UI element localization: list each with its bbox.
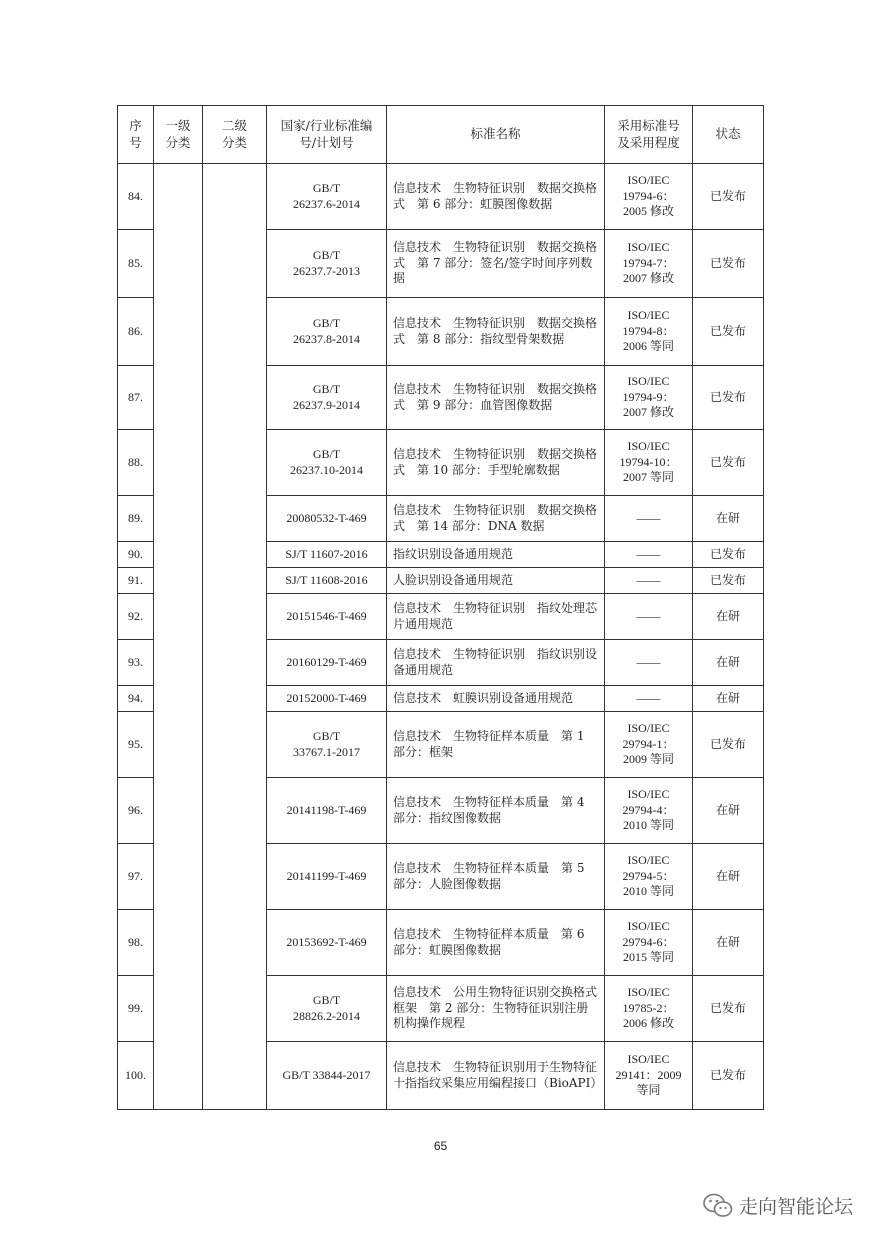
cell-code bbox=[267, 640, 387, 686]
cell-adopt-text: —— bbox=[636, 608, 661, 623]
cell-adopt bbox=[605, 910, 693, 976]
header-no: 序 号 bbox=[118, 106, 154, 164]
cell-no bbox=[118, 712, 154, 778]
cell-name-text: 信息技术 生物特征识别 数据交换格式 第 6 部分：虹膜图像数据 bbox=[393, 180, 598, 211]
cell-status-text: 已发布 bbox=[709, 389, 746, 404]
cell-no bbox=[118, 430, 154, 496]
cell-name bbox=[387, 230, 605, 298]
cell-status-text: 在研 bbox=[715, 608, 740, 623]
standards-table bbox=[117, 105, 764, 1110]
cell-status bbox=[693, 164, 764, 230]
cell-name bbox=[387, 298, 605, 366]
page-number: 65 bbox=[433, 1139, 448, 1153]
cell-status-text: 已发布 bbox=[709, 546, 746, 561]
cell-adopt bbox=[605, 430, 693, 496]
cell-status-text: 在研 bbox=[715, 510, 740, 525]
cell-code-text: GB/T 26237.8-2014 bbox=[293, 315, 360, 346]
cell-no bbox=[118, 298, 154, 366]
cell-status bbox=[693, 1042, 764, 1110]
cell-no-text: 97. bbox=[128, 868, 143, 883]
table-body bbox=[118, 164, 764, 1110]
cell-name-text: 信息技术 生物特征样本质量 第 4 部分：指纹图像数据 bbox=[393, 794, 585, 825]
cell-name bbox=[387, 778, 605, 844]
cell-status-text: 在研 bbox=[715, 802, 740, 817]
cell-no-text: 84. bbox=[128, 188, 143, 203]
cell-adopt bbox=[605, 712, 693, 778]
cell-code bbox=[267, 230, 387, 298]
cell-adopt-text: ISO/IEC 19794-6： 2005 修改 bbox=[622, 173, 675, 219]
cell-code-text: GB/T 26237.6-2014 bbox=[293, 180, 360, 211]
cell-level2 bbox=[203, 164, 267, 1110]
header-name: 标准名称 bbox=[387, 106, 605, 164]
cell-name-text: 信息技术 生物特征识别 数据交换格式 第 14 部分：DNA 数据 bbox=[393, 502, 598, 533]
cell-status-text: 在研 bbox=[715, 690, 740, 705]
cell-adopt-text: —— bbox=[636, 510, 661, 525]
cell-adopt-text: —— bbox=[636, 690, 661, 705]
cell-code bbox=[267, 712, 387, 778]
cell-no-text: 90. bbox=[128, 546, 143, 561]
cell-adopt-text: ISO/IEC 29141：2009 等同 bbox=[615, 1052, 682, 1098]
cell-no bbox=[118, 542, 154, 568]
cell-no bbox=[118, 164, 154, 230]
cell-no bbox=[118, 976, 154, 1042]
cell-code-text: 20152000-T-469 bbox=[286, 690, 367, 705]
header-status: 状态 bbox=[693, 106, 764, 164]
cell-code-text: 20151546-T-469 bbox=[286, 608, 367, 623]
cell-adopt bbox=[605, 640, 693, 686]
cell-code bbox=[267, 686, 387, 712]
cell-no-text: 99. bbox=[128, 1000, 143, 1015]
header-level2: 二级 分类 bbox=[203, 106, 267, 164]
cell-status-text: 已发布 bbox=[709, 572, 746, 587]
cell-status bbox=[693, 844, 764, 910]
cell-adopt bbox=[605, 594, 693, 640]
cell-name-text: 人脸识别设备通用规范 bbox=[393, 572, 514, 587]
cell-no-text: 94. bbox=[128, 690, 143, 705]
cell-name bbox=[387, 844, 605, 910]
cell-name-text: 信息技术 生物特征识别 数据交换格式 第 7 部分：签名/签字时间序列数据 bbox=[393, 240, 598, 286]
cell-code-text: 20141198-T-469 bbox=[286, 802, 367, 817]
cell-adopt-text: ISO/IEC 19785-2： 2006 修改 bbox=[622, 985, 675, 1031]
cell-name bbox=[387, 366, 605, 430]
cell-name bbox=[387, 712, 605, 778]
cell-status-text: 在研 bbox=[715, 654, 740, 669]
cell-adopt-text: ISO/IEC 29794-4： 2010 等同 bbox=[622, 787, 675, 833]
cell-name bbox=[387, 910, 605, 976]
cell-status-text: 已发布 bbox=[709, 1000, 746, 1015]
cell-code-text: 20160129-T-469 bbox=[286, 654, 367, 669]
cell-status bbox=[693, 594, 764, 640]
cell-no bbox=[118, 568, 154, 594]
cell-no bbox=[118, 366, 154, 430]
cell-adopt bbox=[605, 844, 693, 910]
cell-no-text: 95. bbox=[128, 736, 143, 751]
cell-adopt-text: ISO/IEC 19794-7： 2007 修改 bbox=[622, 240, 675, 286]
cell-name-text: 信息技术 生物特征识别用于生物特征十指指纹采集应用编程接口（BioAPI） bbox=[393, 1059, 603, 1090]
cell-code-text: SJ/T 11607-2016 bbox=[285, 546, 368, 561]
cell-no-text: 100. bbox=[125, 1067, 146, 1082]
cell-adopt-text: ISO/IEC 29794-5： 2010 等同 bbox=[622, 853, 675, 899]
header-row bbox=[118, 106, 764, 164]
cell-no-text: 88. bbox=[128, 454, 143, 469]
cell-adopt-text: —— bbox=[636, 654, 661, 669]
cell-code-text: GB/T 33767.1-2017 bbox=[293, 728, 360, 759]
watermark bbox=[703, 1192, 853, 1219]
cell-adopt bbox=[605, 164, 693, 230]
cell-code bbox=[267, 366, 387, 430]
watermark-text: 走向智能论坛 bbox=[738, 1196, 853, 1218]
cell-status bbox=[693, 686, 764, 712]
cell-name-text: 信息技术 生物特征识别 指纹处理芯片通用规范 bbox=[393, 600, 598, 631]
cell-name-text: 信息技术 公用生物特征识别交换格式框架 第 2 部分：生物特征识别注册机构操作规程 bbox=[393, 985, 598, 1031]
cell-status-text: 已发布 bbox=[709, 323, 746, 338]
cell-adopt-text: ISO/IEC 19794-8： 2006 等同 bbox=[622, 308, 675, 354]
cell-name bbox=[387, 430, 605, 496]
cell-name-text: 信息技术 生物特征样本质量 第 1 部分：框架 bbox=[393, 728, 585, 759]
cell-code bbox=[267, 496, 387, 542]
cell-code-text: GB/T 33844-2017 bbox=[282, 1067, 371, 1082]
cell-no bbox=[118, 686, 154, 712]
cell-no-text: 85. bbox=[128, 255, 143, 270]
cell-status-text: 已发布 bbox=[709, 454, 746, 469]
cell-name bbox=[387, 594, 605, 640]
cell-adopt-text: ISO/IEC 29794-6： 2015 等同 bbox=[622, 919, 675, 965]
cell-no-text: 86. bbox=[128, 323, 143, 338]
cell-code-text: GB/T 26237.10-2014 bbox=[290, 446, 363, 477]
cell-status bbox=[693, 778, 764, 844]
cell-status bbox=[693, 568, 764, 594]
table-row bbox=[118, 164, 764, 230]
cell-status bbox=[693, 976, 764, 1042]
cell-status bbox=[693, 640, 764, 686]
cell-code bbox=[267, 430, 387, 496]
cell-no-text: 87. bbox=[128, 389, 143, 404]
cell-code bbox=[267, 164, 387, 230]
cell-status bbox=[693, 298, 764, 366]
cell-status-text: 在研 bbox=[715, 868, 740, 883]
cell-adopt bbox=[605, 230, 693, 298]
cell-status-text: 已发布 bbox=[709, 255, 746, 270]
cell-status-text: 已发布 bbox=[709, 736, 746, 751]
cell-no bbox=[118, 230, 154, 298]
cell-name bbox=[387, 568, 605, 594]
cell-adopt bbox=[605, 976, 693, 1042]
cell-name-text: 信息技术 生物特征识别 数据交换格式 第 9 部分：血管图像数据 bbox=[393, 381, 598, 412]
cell-code bbox=[267, 844, 387, 910]
cell-name-text: 指纹识别设备通用规范 bbox=[393, 546, 514, 561]
cell-name bbox=[387, 976, 605, 1042]
header-code: 国家/行业标准编 号/计划号 bbox=[267, 106, 387, 164]
cell-no-text: 89. bbox=[128, 510, 143, 525]
cell-name bbox=[387, 164, 605, 230]
cell-status bbox=[693, 366, 764, 430]
cell-adopt bbox=[605, 542, 693, 568]
cell-code-text: GB/T 28826.2-2014 bbox=[293, 992, 360, 1023]
cell-no bbox=[118, 496, 154, 542]
cell-status-text: 已发布 bbox=[709, 188, 746, 203]
cell-code bbox=[267, 542, 387, 568]
cell-adopt bbox=[605, 568, 693, 594]
cell-name-text: 信息技术 生物特征样本质量 第 6 部分：虹膜图像数据 bbox=[393, 926, 585, 957]
cell-adopt bbox=[605, 366, 693, 430]
cell-name-text: 信息技术 生物特征识别 指纹识别设备通用规范 bbox=[393, 646, 598, 677]
cell-no-text: 92. bbox=[128, 608, 143, 623]
cell-adopt-text: —— bbox=[636, 572, 661, 587]
cell-code bbox=[267, 976, 387, 1042]
cell-name bbox=[387, 542, 605, 568]
cell-no bbox=[118, 844, 154, 910]
cell-adopt bbox=[605, 298, 693, 366]
cell-name bbox=[387, 1042, 605, 1110]
cell-adopt-text: ISO/IEC 19794-9： 2007 修改 bbox=[622, 374, 675, 420]
cell-no bbox=[118, 1042, 154, 1110]
cell-no bbox=[118, 594, 154, 640]
cell-name bbox=[387, 640, 605, 686]
cell-level1 bbox=[154, 164, 203, 1110]
cell-adopt bbox=[605, 686, 693, 712]
wechat-icon bbox=[703, 1193, 733, 1219]
cell-adopt bbox=[605, 1042, 693, 1110]
cell-name bbox=[387, 686, 605, 712]
cell-status bbox=[693, 230, 764, 298]
cell-code bbox=[267, 910, 387, 976]
cell-name bbox=[387, 496, 605, 542]
cell-code bbox=[267, 298, 387, 366]
cell-code bbox=[267, 594, 387, 640]
cell-code-text: SJ/T 11608-2016 bbox=[285, 572, 368, 587]
cell-name-text: 信息技术 生物特征样本质量 第 5 部分：人脸图像数据 bbox=[393, 860, 585, 891]
cell-no-text: 93. bbox=[128, 654, 143, 669]
cell-code-text: 20153692-T-469 bbox=[286, 934, 367, 949]
cell-status bbox=[693, 712, 764, 778]
cell-name-text: 信息技术 虹膜识别设备通用规范 bbox=[393, 690, 574, 705]
header-adopt: 采用标准号 及采用程度 bbox=[605, 106, 693, 164]
cell-status bbox=[693, 910, 764, 976]
cell-code-text: 20080532-T-469 bbox=[286, 510, 367, 525]
cell-code bbox=[267, 778, 387, 844]
cell-code-text: 20141199-T-469 bbox=[286, 868, 367, 883]
cell-adopt-text: —— bbox=[636, 546, 661, 561]
cell-code-text: GB/T 26237.9-2014 bbox=[293, 381, 360, 412]
cell-status bbox=[693, 496, 764, 542]
cell-no bbox=[118, 778, 154, 844]
header-level1: 一级 分类 bbox=[154, 106, 203, 164]
cell-code bbox=[267, 1042, 387, 1110]
cell-code-text: GB/T 26237.7-2013 bbox=[293, 247, 360, 278]
cell-status-text: 已发布 bbox=[709, 1067, 746, 1082]
cell-status bbox=[693, 430, 764, 496]
cell-adopt bbox=[605, 496, 693, 542]
cell-no-text: 91. bbox=[128, 572, 143, 587]
cell-no bbox=[118, 910, 154, 976]
cell-status bbox=[693, 542, 764, 568]
cell-no-text: 96. bbox=[128, 802, 143, 817]
cell-status-text: 在研 bbox=[715, 934, 740, 949]
cell-name-text: 信息技术 生物特征识别 数据交换格式 第 10 部分：手型轮廓数据 bbox=[393, 446, 598, 477]
cell-name-text: 信息技术 生物特征识别 数据交换格式 第 8 部分：指纹型骨架数据 bbox=[393, 315, 598, 346]
cell-code bbox=[267, 568, 387, 594]
cell-adopt-text: ISO/IEC 19794-10： 2007 等同 bbox=[619, 439, 678, 485]
cell-adopt bbox=[605, 778, 693, 844]
cell-no bbox=[118, 640, 154, 686]
cell-adopt-text: ISO/IEC 29794-1： 2009 等同 bbox=[622, 721, 675, 767]
cell-no-text: 98. bbox=[128, 934, 143, 949]
